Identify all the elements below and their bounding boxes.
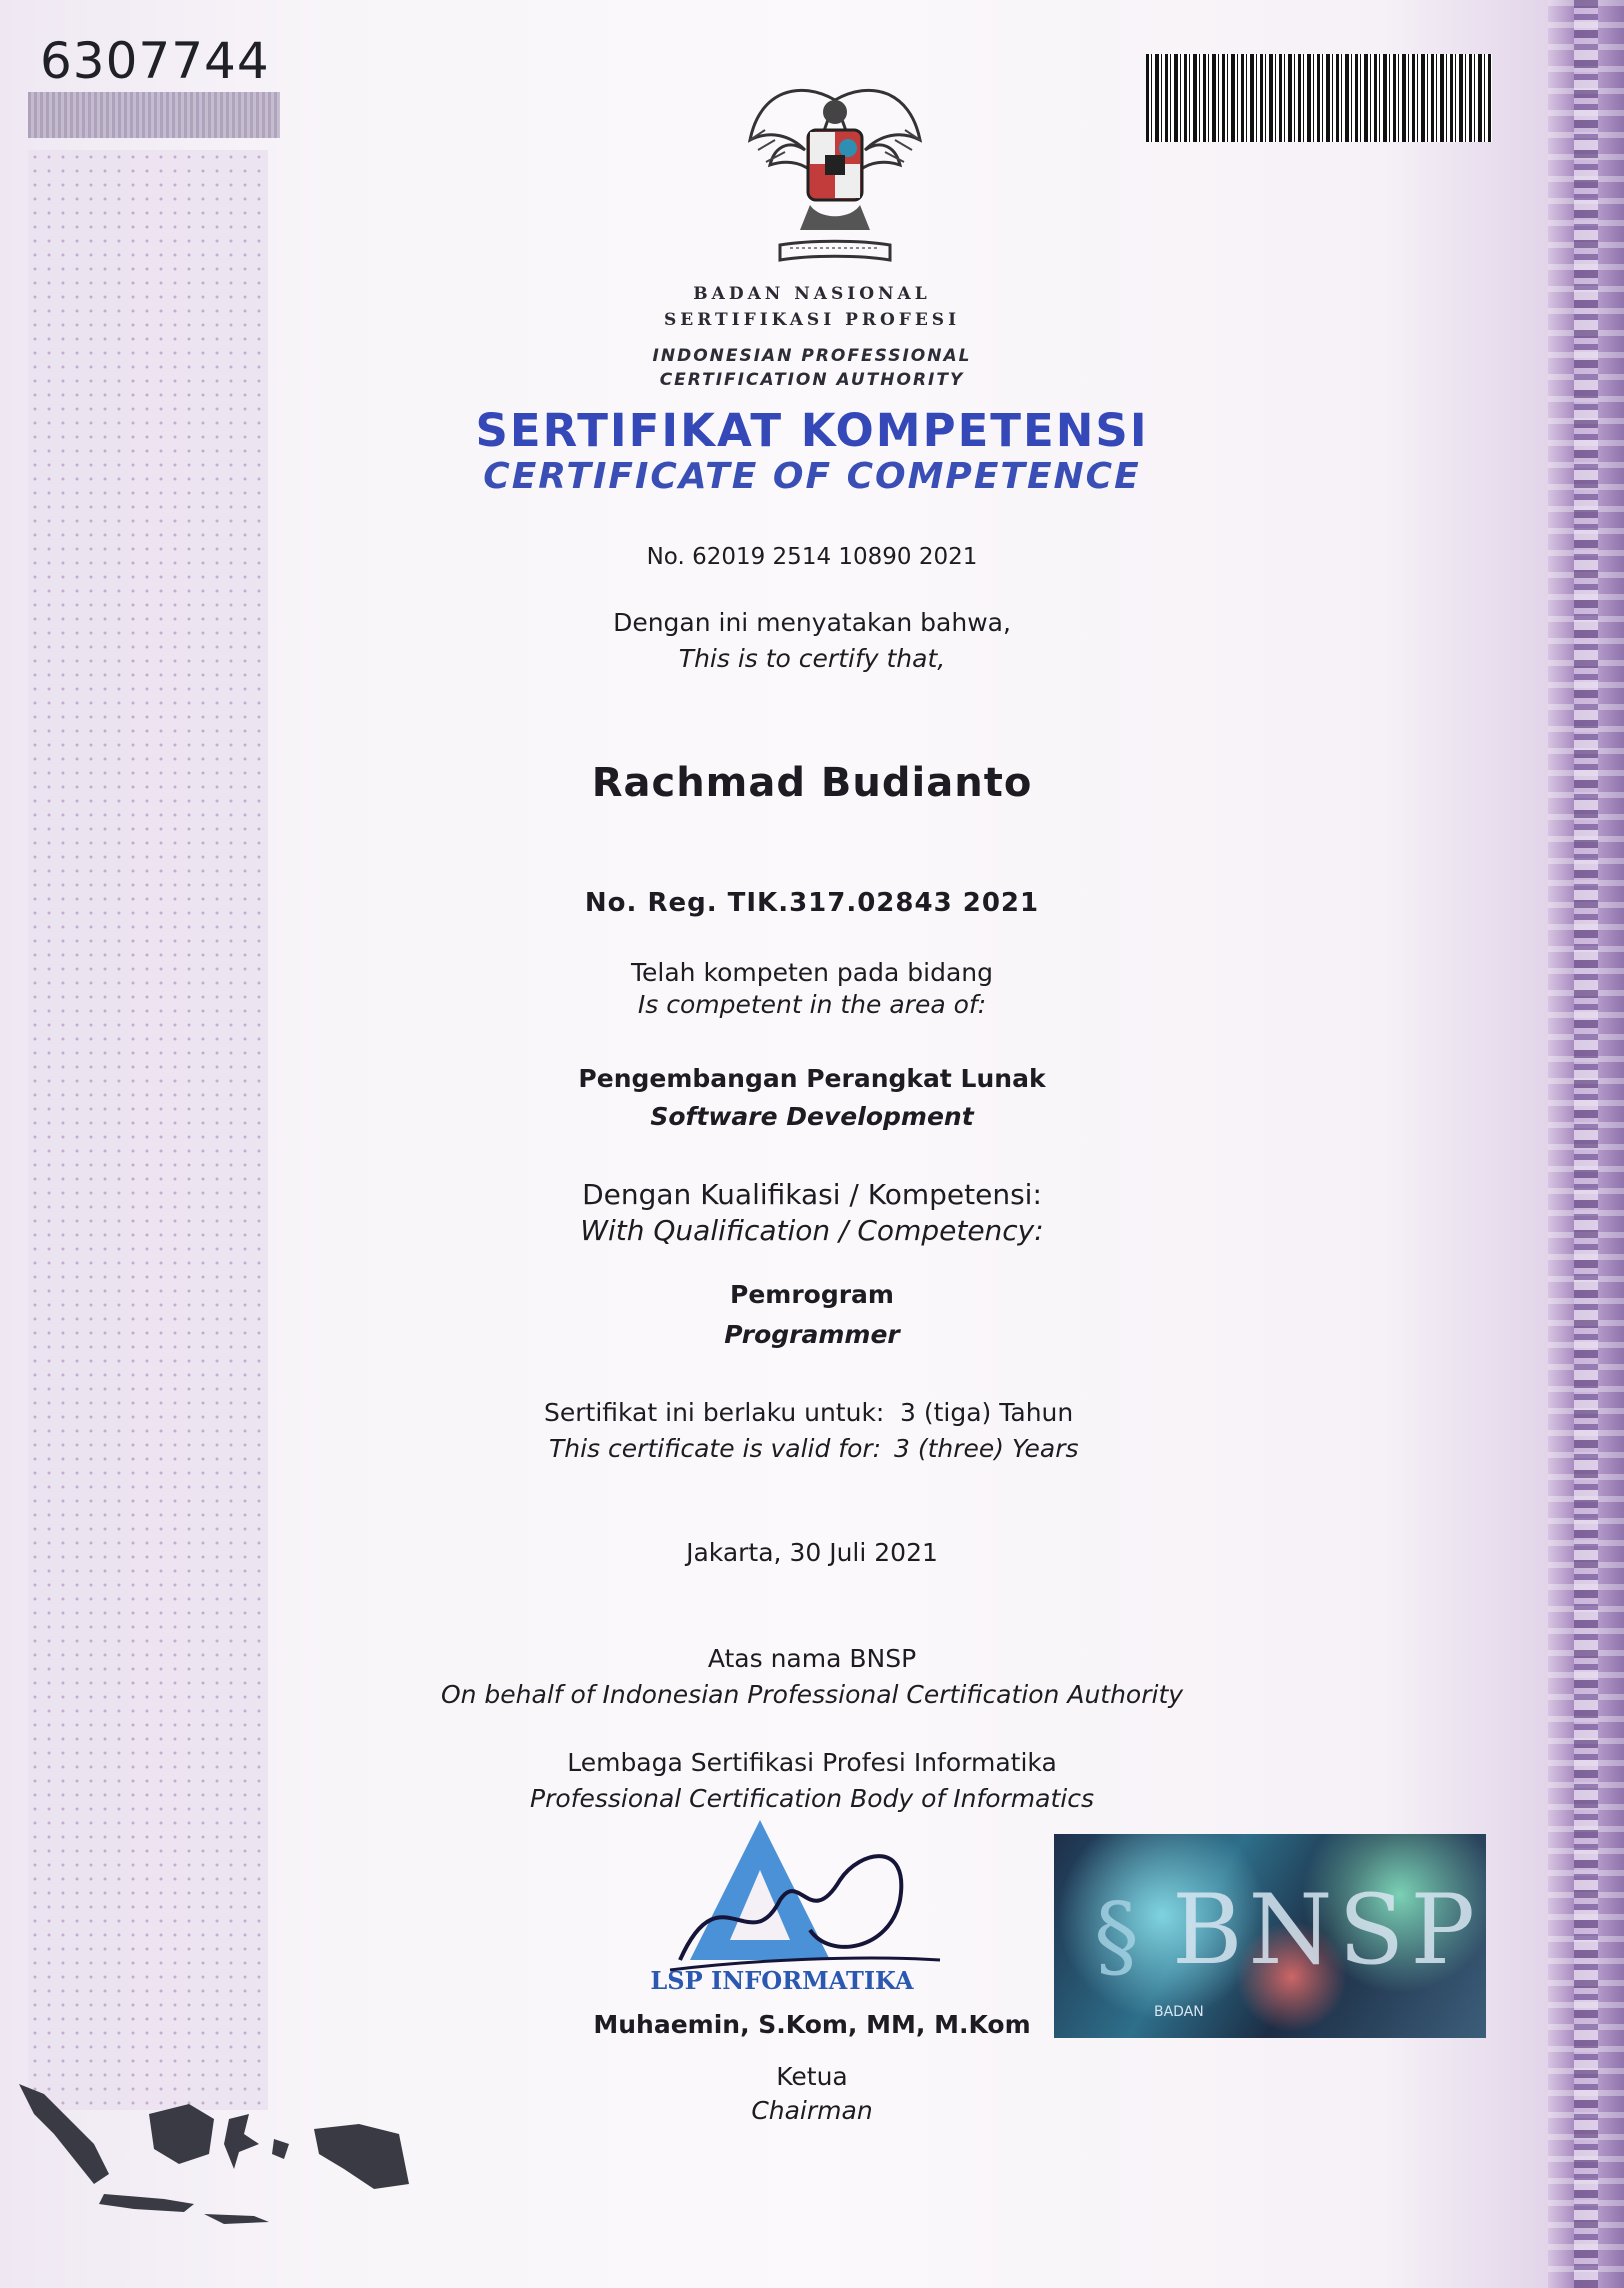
lsp-logo-text: LSP INFORMATIKA (650, 1966, 914, 1995)
hologram-mark-icon: § (1094, 1884, 1139, 1989)
area-label-en: Is competent in the area of: (637, 990, 987, 1019)
signer-name: Muhaemin, S.Kom, MM, M.Kom (593, 2010, 1031, 2039)
barcode (1146, 54, 1492, 142)
serial-number: 6307744 (40, 32, 270, 90)
validity-value-en: 3 (three) Years (894, 1434, 1079, 1463)
authority-name-id-line2: SERTIFIKASI PROFESI (663, 310, 961, 330)
intro-en: This is to certify that, (678, 644, 946, 673)
indonesia-map-icon (14, 2074, 414, 2254)
on-behalf-en: On behalf of Indonesian Professional Certification Authority (440, 1680, 1184, 1709)
qualification-en: Programmer (724, 1320, 900, 1349)
cert-body-en: Professional Certification Body of Informatics (530, 1784, 1094, 1813)
security-border (1548, 0, 1624, 2288)
on-behalf-id: Atas nama BNSP (707, 1644, 917, 1673)
qualification-id: Pemrogram (730, 1280, 894, 1309)
qualification-label-id: Dengan Kualifikasi / Kompetensi: (582, 1178, 1042, 1211)
authority-name-en-line2: CERTIFICATION AUTHORITY (659, 370, 965, 390)
cert-body-id: Lembaga Sertifikasi Profesi Informatika (567, 1748, 1057, 1777)
certificate-number: No. 62019 2514 10890 2021 (646, 544, 978, 570)
certificate-subtitle: CERTIFICATE OF COMPETENCE (483, 456, 1141, 497)
hologram-text: BNSP (1172, 1874, 1481, 1986)
area-en: Software Development (650, 1102, 974, 1131)
certificate-title: SERTIFIKAT KOMPETENSI (475, 404, 1149, 457)
place-date: Jakarta, 30 Juli 2021 (686, 1538, 938, 1567)
area-label-id: Telah kompeten pada bidang (631, 958, 993, 987)
authority-name-en-line1: INDONESIAN PROFESSIONAL (652, 346, 972, 366)
signer-role-en: Chairman (751, 2096, 873, 2125)
qualification-label-en: With Qualification / Competency: (580, 1214, 1044, 1247)
area-id: Pengembangan Perangkat Lunak (578, 1064, 1046, 1093)
validity-label-id: Sertifikat ini berlaku untuk: (544, 1398, 885, 1427)
intro-id: Dengan ini menyatakan bahwa, (613, 608, 1011, 637)
serial-underline (28, 92, 280, 138)
validity-label-en: This certificate is valid for: (549, 1434, 882, 1463)
validity-value-id: 3 (tiga) Tahun (900, 1398, 1074, 1427)
bnsp-hologram (1054, 1834, 1486, 2038)
garuda-emblem-icon (730, 70, 940, 280)
holder-name: Rachmad Budianto (591, 760, 1033, 806)
hologram-small-text: BADAN (1154, 2004, 1204, 2020)
authority-name-id-line1: BADAN NASIONAL (693, 284, 931, 304)
signer-role-id: Ketua (776, 2062, 848, 2091)
registration-number: No. Reg. TIK.317.02843 2021 (584, 888, 1040, 918)
